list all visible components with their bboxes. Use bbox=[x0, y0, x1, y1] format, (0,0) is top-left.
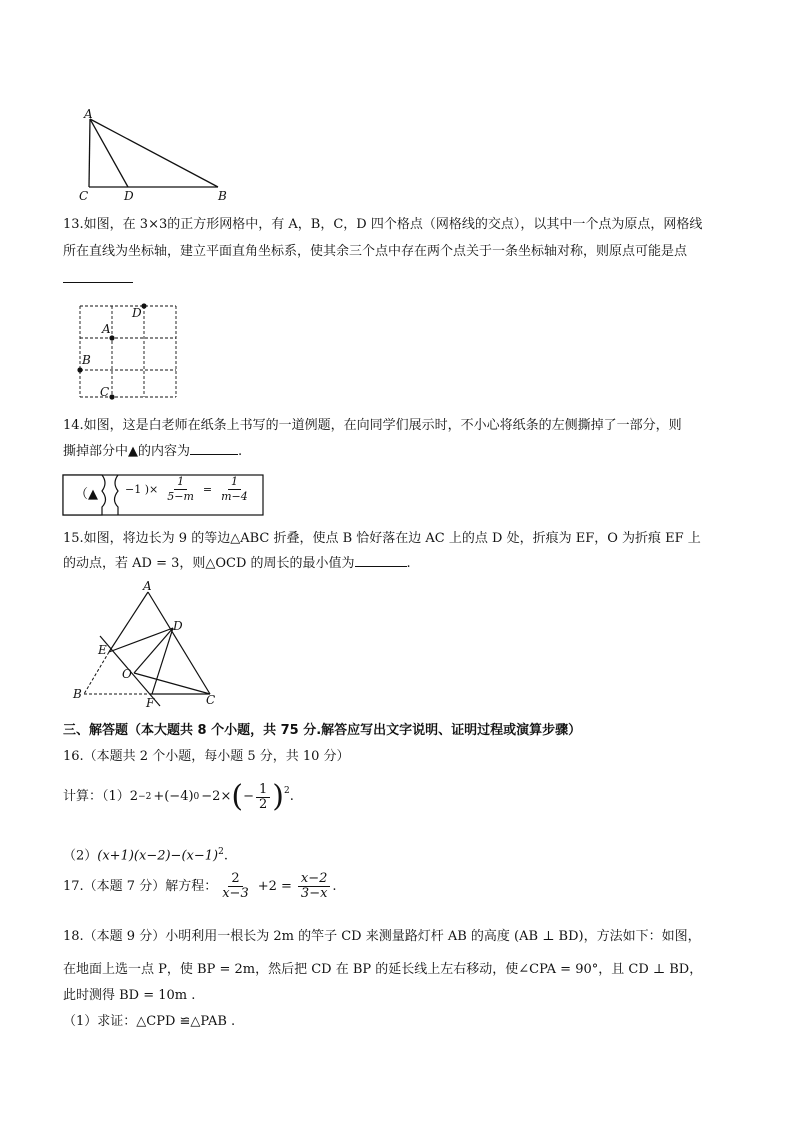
label-a: A bbox=[84, 107, 93, 121]
grid-label-c: C bbox=[100, 385, 110, 399]
q17-plus2: +2 = bbox=[257, 878, 292, 894]
q17 bbox=[63, 872, 337, 901]
strip-eq: = bbox=[202, 483, 213, 496]
grid-figure bbox=[70, 300, 185, 400]
fold-label-f: F bbox=[146, 696, 155, 710]
q13-line1: 13.如图，在 3×3的正方形网格中，有 A，B，C，D 四个格点（网格线的交点），以其中一个点为原点，网格线 bbox=[63, 217, 703, 232]
fold-label-b: B bbox=[73, 687, 82, 701]
q16-part1-frac: $\frac{1}{2}$ bbox=[256, 783, 270, 812]
q16-part1-sq: 2 bbox=[283, 786, 290, 796]
grid-label-b: B bbox=[82, 353, 91, 367]
q16-part1-base-a: 2 bbox=[129, 789, 139, 804]
q17-frac1: $\frac{2}{x-3}$ bbox=[222, 871, 249, 901]
q17-head: 17.（本题 7 分）解方程： bbox=[63, 878, 218, 894]
q16-part1-base-b: +(−4) bbox=[153, 789, 194, 804]
q16-part2 bbox=[63, 843, 228, 865]
q16-part1-exp-a: −2 bbox=[138, 792, 152, 802]
fold-figure bbox=[70, 578, 230, 710]
q16-part1-base-c: −2× bbox=[201, 789, 232, 804]
q15-line1: 15.如图，将边长为 9 的等边△ABC 折叠，使点 B 恰好落在边 AC 上的点 D 处，折痕为 EF，O 为折痕 EF 上 bbox=[63, 531, 701, 546]
point-b bbox=[77, 367, 82, 372]
q18-line3: 此时测得 BD = 10m . bbox=[63, 988, 196, 1003]
q15-line2 bbox=[63, 555, 411, 573]
grid-label-a: A bbox=[102, 322, 111, 336]
q13-line2: 所在直线为坐标轴，建立平面直角坐标系，使其余三个点中存在两个点关于一条坐标轴对称，则原点可能是点 bbox=[63, 244, 688, 259]
q16-part2-end: . bbox=[223, 848, 228, 864]
strip-expression bbox=[125, 475, 253, 504]
grid-label-d: D bbox=[132, 306, 142, 320]
q16-part1-exp-b: 0 bbox=[193, 792, 200, 802]
q16-part2-exp: 2 bbox=[218, 847, 224, 857]
label-d: D bbox=[124, 189, 134, 203]
q15-line2-end: . bbox=[406, 556, 411, 571]
fold-label-e: E bbox=[98, 643, 107, 657]
label-c: C bbox=[79, 189, 89, 203]
fold-label-d: D bbox=[173, 619, 183, 633]
q15-answer-blank[interactable] bbox=[355, 555, 407, 567]
q16-part1-label: 计算：（1） bbox=[63, 789, 130, 804]
q16-head: 16.（本题共 2 个小题，每小题 5 分，共 10 分） bbox=[63, 749, 350, 764]
strip-left-text: （▲ bbox=[75, 487, 98, 502]
q14-line2-text: 撕掉部分中▲的内容为 bbox=[63, 444, 190, 459]
strip-frac1: $\frac{1}{5-m}$ bbox=[167, 475, 194, 503]
q17-frac2: $\frac{x-2}{3-x}$ bbox=[298, 872, 331, 901]
q18-line2: 在地面上选一点 P，使 BP = 2m，然后把 CD 在 BP 的延长线上左右移动，使∠CPA = 90°，且 CD ⊥ BD， bbox=[63, 962, 703, 977]
fold-label-c: C bbox=[206, 693, 216, 707]
fold-label-o: O bbox=[122, 667, 132, 681]
strip-mid: −1 )× bbox=[125, 483, 159, 496]
q16-part1: 计算：（1） 2 −2 +(−4) 0 −2× ( − $\frac{1}{2}$ ) $^2$ . bbox=[63, 779, 294, 814]
q16-part2-label: （2） bbox=[63, 848, 98, 864]
triangle-figure bbox=[70, 104, 240, 204]
q13-answer-blank[interactable] bbox=[63, 270, 133, 283]
q14-line2 bbox=[63, 443, 242, 461]
point-d bbox=[141, 303, 146, 308]
fold-label-a: A bbox=[143, 579, 152, 593]
q17-end: . bbox=[332, 878, 337, 894]
label-b: B bbox=[218, 189, 227, 203]
q16-part1-end: . bbox=[289, 789, 294, 804]
q14-answer-blank[interactable] bbox=[190, 443, 238, 455]
q14-line1: 14.如图，这是白老师在纸条上书写的一道例题，在向同学们展示时，不小心将纸条的左侧撕掉了一部分，则 bbox=[63, 418, 682, 433]
q16-part2-expr: (x+1)(x−2)−(x−1) bbox=[97, 848, 219, 864]
q14-line2-end: . bbox=[238, 444, 243, 459]
strip-frac2: $\frac{1}{m-4}$ bbox=[221, 475, 248, 503]
q15-line2-text: 的动点，若 AD = 3，则△OCD 的周长的最小值为 bbox=[63, 556, 355, 571]
q18-line4: （1）求证：△CPD ≌△PAB . bbox=[63, 1014, 236, 1029]
point-c bbox=[109, 394, 114, 399]
q18-line1: 18.（本题 9 分）小明利用一根长为 2m 的竿子 CD 来测量路灯杆 AB 的高度 (AB ⊥ BD)，方法如下：如图， bbox=[63, 929, 701, 944]
section-3-heading: 三、解答题（本大题共 8 个小题，共 75 分.解答应写出文字说明、证明过程或演算步骤） bbox=[63, 723, 582, 738]
point-a bbox=[109, 335, 114, 340]
